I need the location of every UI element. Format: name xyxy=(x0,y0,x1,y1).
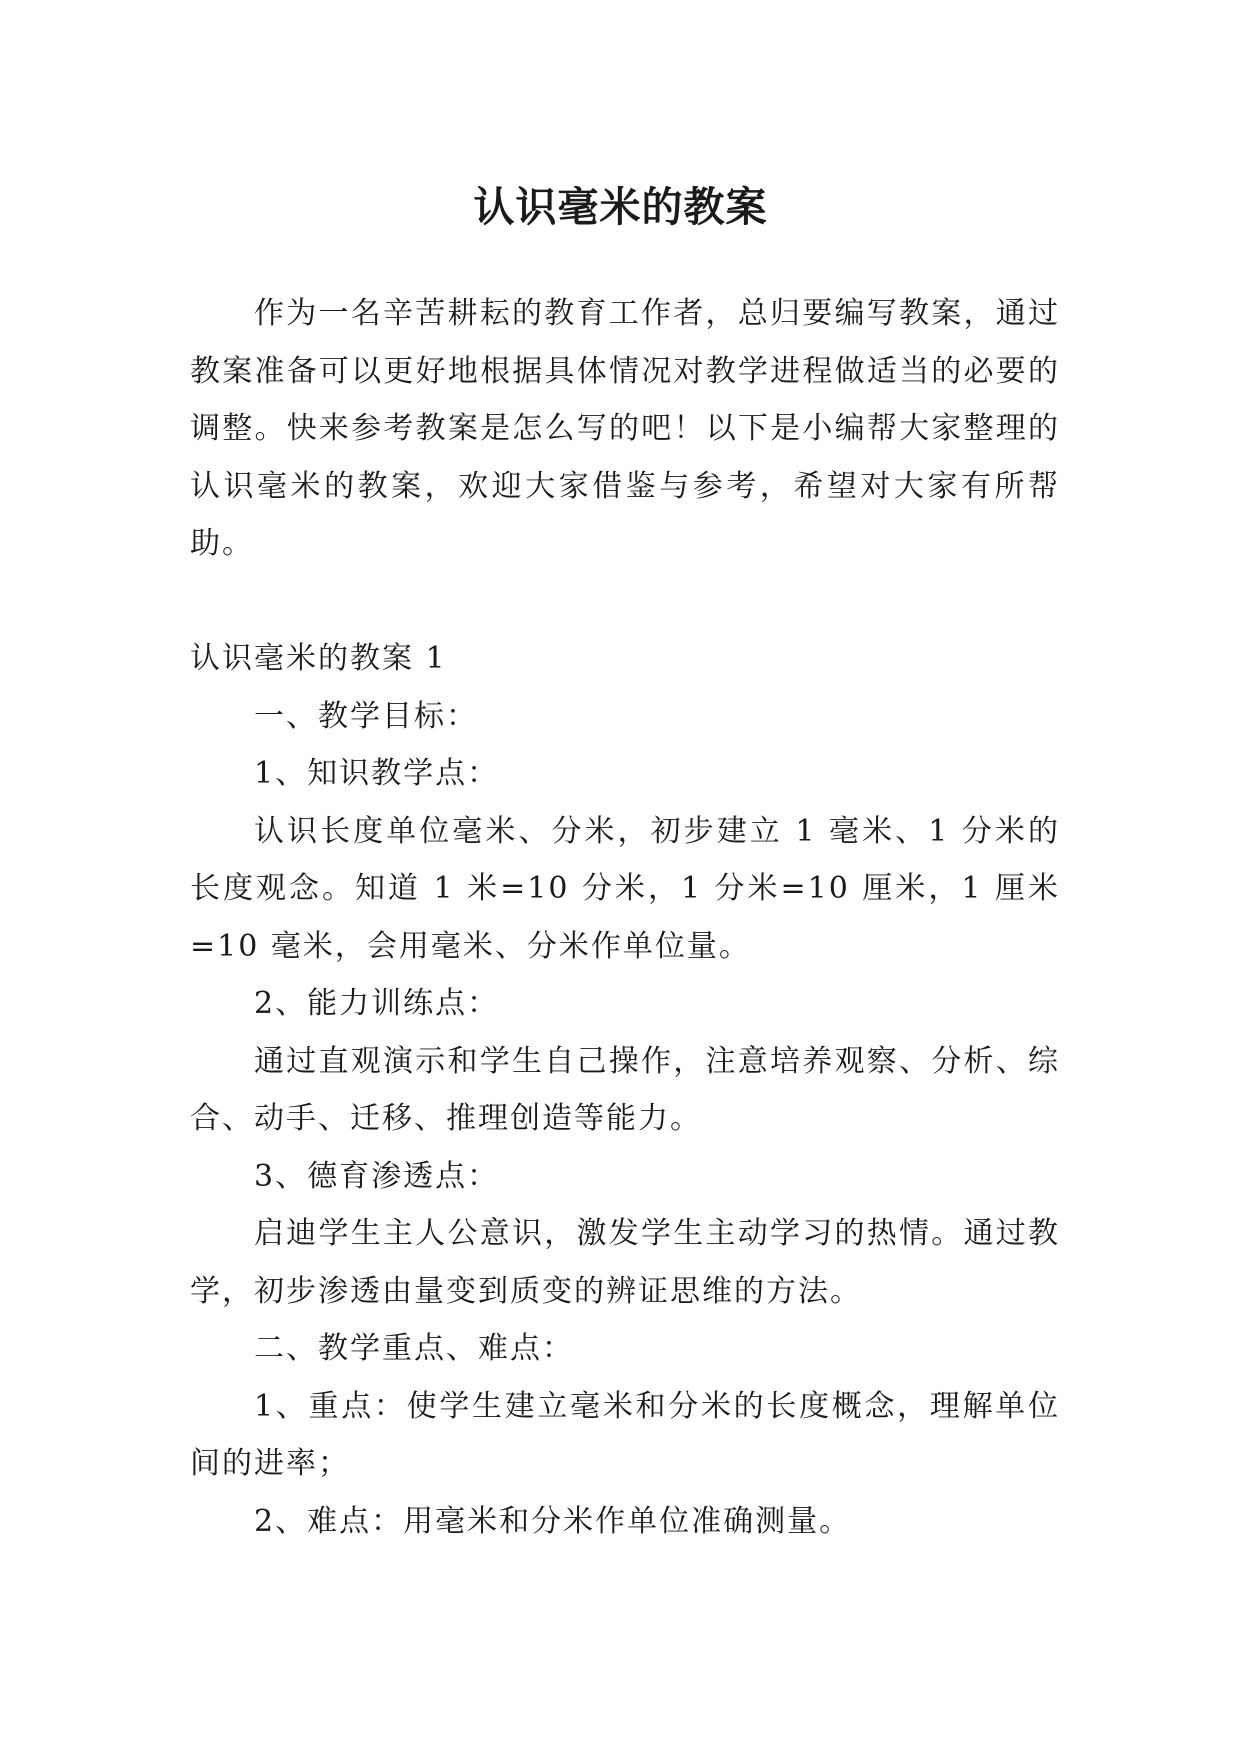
paragraph-moral-point-text: 启迪学生主人公意识，激发学生主动学习的热情。通过教学，初步渗透由量变到质变的辨证思维的方法。 xyxy=(190,1216,1060,1309)
document-title: 认识毫米的教案 xyxy=(473,183,768,232)
paragraph-knowledge-point-text: 认识长度单位毫米、分米，初步建立 1 毫米、1 分米的长度观念。知道 1 米=10 分米，1 分米=10 厘米，1 厘米=10 毫米，会用毫米、分米作单位量。 xyxy=(190,813,1060,964)
paragraph-key-point-text: 1、重点：使学生建立毫米和分米的长度概念，理解单位间的进率； xyxy=(190,1388,1060,1481)
paragraph-difficult-point-text: 2、难点：用毫米和分米作单位准确测量。 xyxy=(254,1503,852,1539)
document-body xyxy=(190,285,1060,1550)
intro-paragraph: 作为一名辛苦耕耘的教育工作者，总归要编写教案，通过教案准备可以更好地根据具体情况对教学进程做适当的必要的调整。快来参考教案是怎么写的吧！以下是小编帮大家整理的认识毫米的教案，欢迎大家借鉴与参考，希望对大家有所帮助。 xyxy=(190,296,1060,561)
paragraph-objectives-heading: 一、教学目标： xyxy=(254,698,478,734)
paragraph-ability-point-heading: 2、能力训练点： xyxy=(254,986,500,1021)
paragraph-key-difficult-heading: 二、教学重点、难点： xyxy=(254,1331,574,1366)
paragraph-moral-point-heading: 3、德育渗透点： xyxy=(254,1158,500,1194)
paragraph-ability-point-text: 通过直观演示和学生自己操作，注意培养观察、分析、综合、动手、迁移、推理创造等能力。 xyxy=(190,1043,1060,1136)
paragraph-knowledge-point-heading: 1、知识教学点： xyxy=(254,756,500,791)
section-heading: 认识毫米的教案 1 xyxy=(190,641,447,676)
